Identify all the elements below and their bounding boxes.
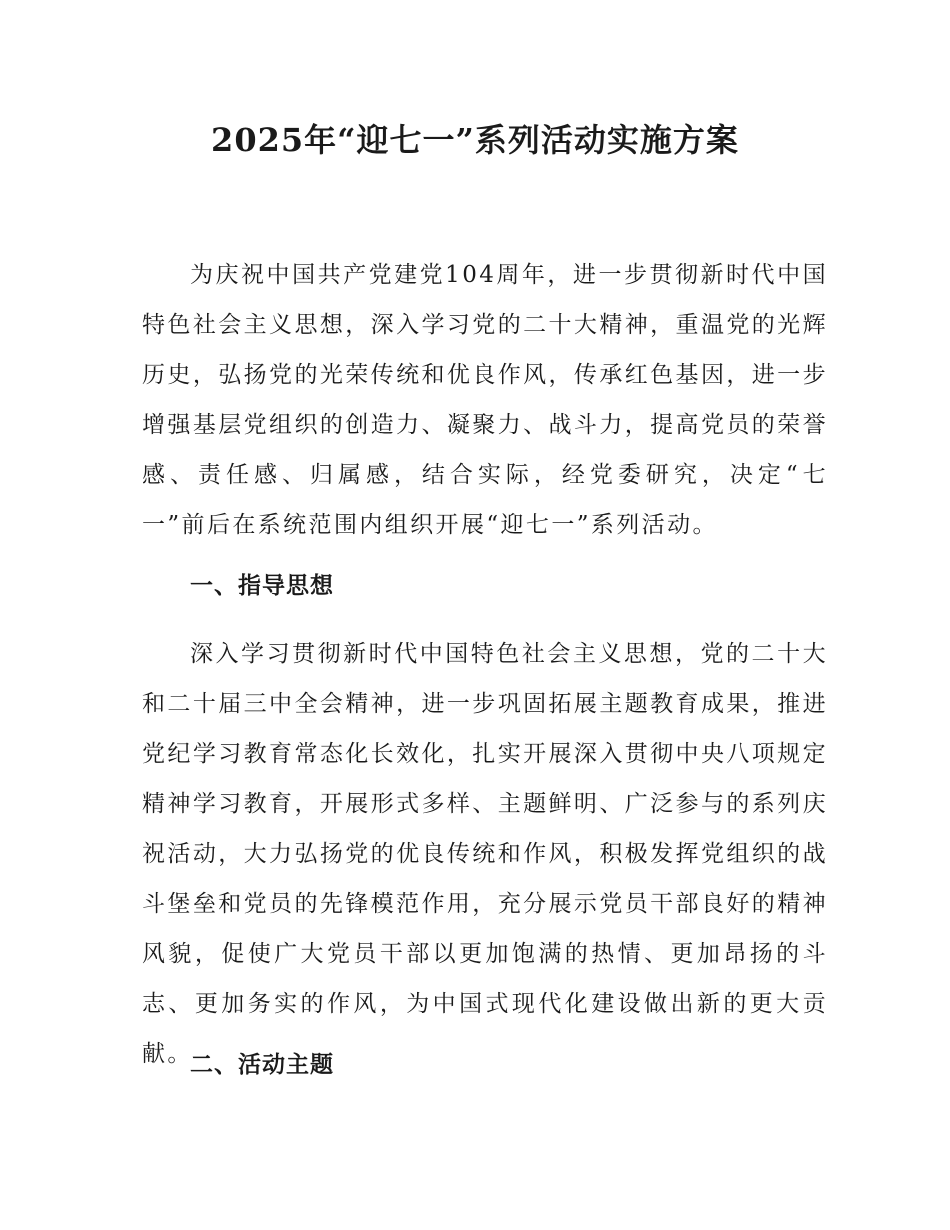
guiding-ideology-paragraph: 深入学习贯彻新时代中国特色社会主义思想，党的二十大和二十届三中全会精神，进一步巩固拓展主题教育成果，推进党纪学习教育常态化长效化，扎实开展深入贯彻中央八项规定精神学习教育，开展形式多样、主题鲜明、广泛参与的系列庆祝活动，大力弘扬党的优良传统和作风，积极发挥党组织的战斗堡垒和党员的先锋模范作用，充分展示党员干部良好的精神风貌，促使广大党员干部以更加饱满的热情、更加昂扬的斗志、更加务实的作风，为中国式现代化建设做出新的更大贡献。 <box>142 641 828 1067</box>
section-heading-guiding-ideology: 一、指导思想 <box>190 573 334 599</box>
intro-paragraph: 为庆祝中国共产党建党104周年，进一步贯彻新时代中国特色社会主义思想，深入学习党的二十大精神，重温党的光辉历史，弘扬党的光荣传统和优良作风，传承红色基因，进一步增强基层党组织的创造力、凝聚力、战斗力，提高党员的荣誉感、责任感、归属感，结合实际，经党委研究，决定“七一”前后在系统范围内组织开展“迎七一”系列活动。 <box>142 262 828 538</box>
document-title: 2025年“迎七一”系列活动实施方案 <box>211 121 739 159</box>
section-heading-activity-theme: 二、活动主题 <box>190 1052 334 1078</box>
